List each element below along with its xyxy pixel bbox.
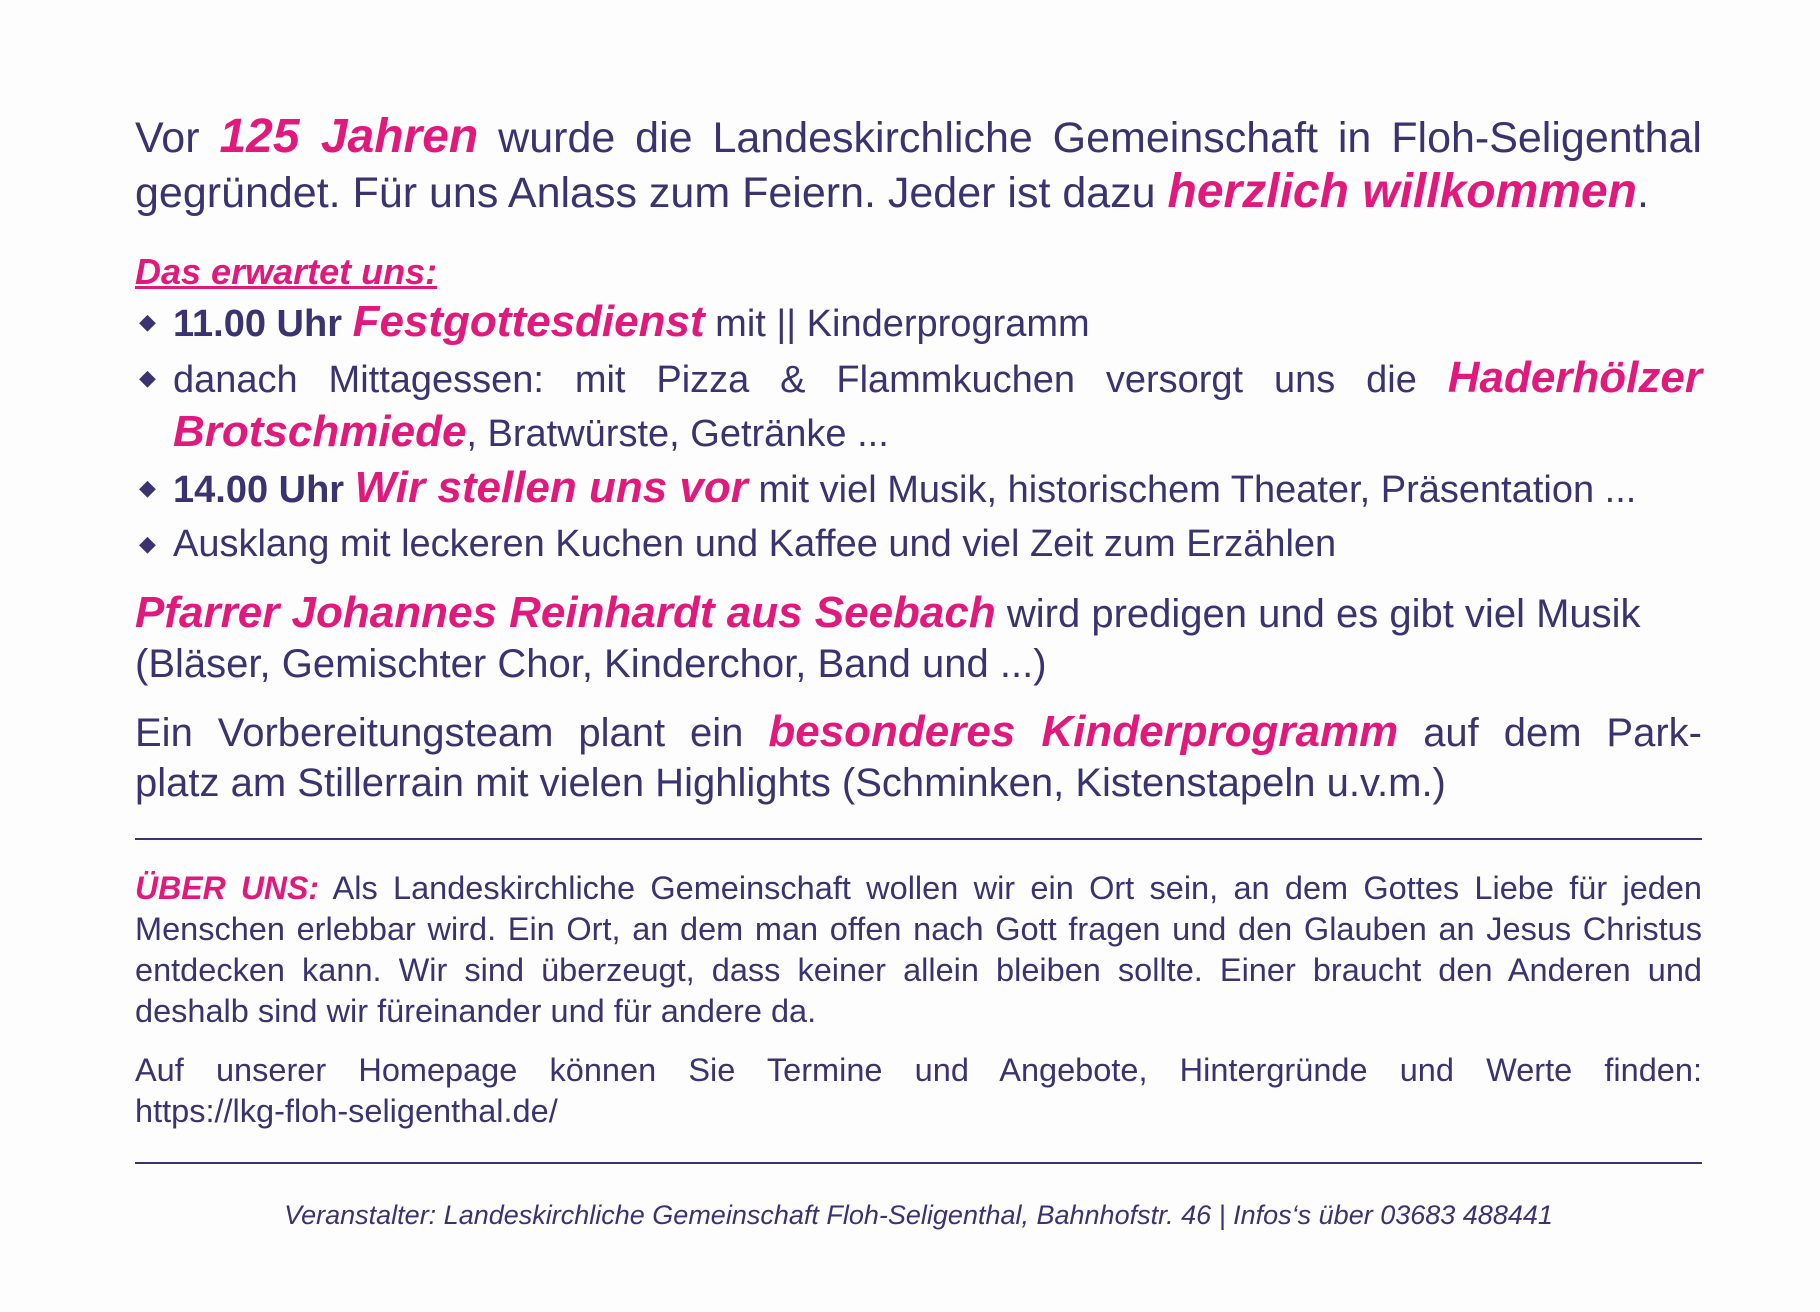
item-title: Haderhölzer Brotschmiede — [173, 353, 1702, 456]
item-pre: danach Mittagessen: mit Pizza & Flammkuchen versorgt uns die — [173, 359, 1448, 401]
homepage-paragraph — [135, 1050, 1702, 1132]
item-text: Ausklang mit leckeren Kuchen und Kaffee und viel Zeit zum Erzählen — [173, 523, 1337, 565]
intro-line-2 — [135, 165, 1702, 220]
list-item — [135, 352, 1702, 460]
kids-post-1: auf dem Park- — [1398, 711, 1702, 755]
preacher-name: Pfarrer Johannes Reinhardt aus Seebach — [135, 588, 996, 637]
diamond-bullet-icon: ◆ — [139, 531, 156, 556]
intro-line-1 — [135, 110, 1702, 165]
diamond-bullet-icon: ◆ — [139, 309, 156, 334]
intro-part3: gegründet. Für uns Anlass zum Feiern. Jeder ist dazu — [135, 169, 1168, 217]
list-item — [135, 296, 1702, 350]
preacher-rest-1: wird predigen und es gibt viel Musik — [995, 592, 1641, 636]
divider — [135, 1162, 1702, 1164]
item-time: 11.00 Uhr — [173, 303, 342, 345]
kids-paragraph — [135, 707, 1702, 808]
intro-part2: wurde die Landeskirchliche Gemeinschaft in Floh-Seligenthal — [478, 114, 1702, 162]
item-title: Wir stellen uns vor — [354, 463, 748, 512]
program-list — [135, 296, 1702, 570]
homepage-url[interactable]: https://lkg-floh-seligenthal.de/ — [135, 1093, 558, 1129]
item-rest: , Bratwürste, Getränke ... — [466, 413, 889, 455]
intro-part1: Vor — [135, 114, 220, 162]
intro-years: 125 Jahren — [219, 110, 479, 163]
kids-highlight: besonderes Kinderprogramm — [768, 707, 1399, 756]
item-rest: mit viel Musik, historischem Theater, Präsentation ... — [747, 469, 1637, 511]
kids-line-1 — [135, 707, 1702, 758]
kids-pre: Ein Vorbereitungsteam plant ein — [135, 711, 769, 755]
homepage-text: Auf unserer Homepage können Sie Termine und Angebote, Hintergründe und Werte finden: — [135, 1052, 1702, 1088]
item-rest: mit || Kinderprogramm — [704, 303, 1090, 345]
item-title: Festgottesdienst — [352, 297, 705, 346]
divider — [135, 838, 1702, 840]
diamond-bullet-icon: ◆ — [139, 475, 156, 500]
preacher-line-2: (Bläser, Gemischter Chor, Kinderchor, Band und ...) — [135, 642, 1047, 686]
diamond-bullet-icon: ◆ — [139, 365, 156, 390]
program-heading: Das erwartet uns: — [135, 251, 438, 292]
about-label: ÜBER UNS: — [135, 870, 320, 906]
footer-organizer: Veranstalter: Landeskirchliche Gemeinschaft Floh-Seligenthal, Bahnhofstr. 46 | Infos‘s über 03683 488441 — [284, 1200, 1553, 1230]
kids-line-2: platz am Stillerrain mit vielen Highlights (Schminken, Kistenstapeln u.v.m.) — [135, 761, 1446, 805]
item-time: 14.00 Uhr — [173, 469, 345, 511]
preacher-paragraph — [135, 588, 1702, 689]
list-item — [135, 518, 1702, 570]
about-text: Als Landeskirchliche Gemeinschaft wollen wir ein Ort sein, an dem Gottes Liebe für jeden Menschen erlebbar wird. Ein Ort, an dem man offen nach Gott fragen und den Glauben an Jesus Christus entdecken kann. Wir sind überzeugt, dass keiner allein bleiben sollte. Einer braucht den Anderen und deshalb sind wir füreinander und für andere da. — [135, 870, 1702, 1029]
preacher-line-1 — [135, 588, 1702, 639]
intro-part4: . — [1636, 169, 1649, 217]
about-paragraph — [135, 868, 1702, 1032]
list-item — [135, 462, 1702, 516]
intro-welcome: herzlich willkommen — [1167, 165, 1637, 218]
